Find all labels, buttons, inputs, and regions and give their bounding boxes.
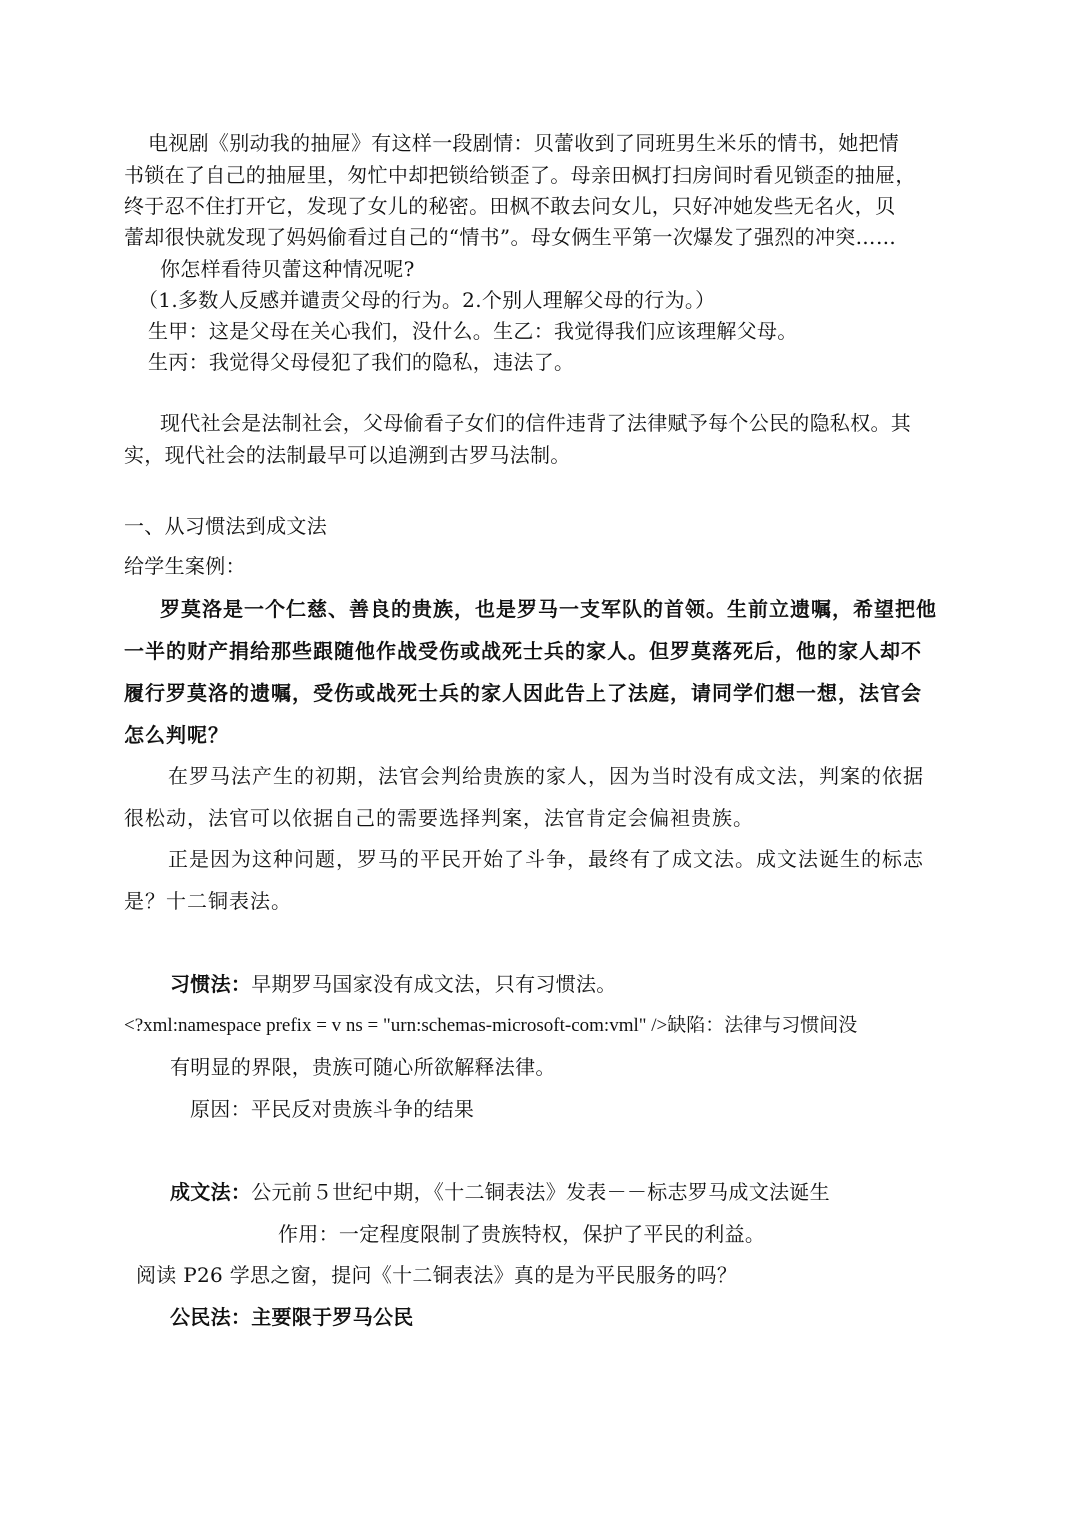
written-law-label: 成文法： (170, 1180, 252, 1204)
intro-line-3: 终于忍不住打开它，发现了女儿的秘密。田枫不敢去问女儿，只好冲她发些无名火，贝 (124, 194, 896, 218)
options-line: （1.多数人反感并谴责父母的行为。2.个别人理解父母的行为。） (138, 288, 716, 312)
customary-law-label: 习惯法： (170, 972, 252, 996)
answer2-line-1: 正是因为这种问题，罗马的平民开始了斗争，最终有了成文法。成文法诞生的标志 (168, 847, 924, 871)
citizen-law-line (170, 1304, 414, 1330)
case-line-4: 怎么判呢？ (124, 723, 229, 747)
intro-line-2: 书锁在了自己的抽屉里，匆忙中却把锁给锁歪了。母亲田枫打扫房间时看见锁歪的抽屉， (124, 163, 916, 187)
customary-law-line (170, 971, 617, 997)
customary-law-text: 早期罗马国家没有成文法，只有习惯法。 (251, 972, 617, 996)
reason-line: 原因：平民反对贵族斗争的结果 (190, 1097, 475, 1121)
citizen-law-text: 主要限于罗马公民 (251, 1305, 414, 1329)
written-law-line (170, 1179, 830, 1205)
intro-line-4: 蕾却很快就发现了妈妈偷看过自己的“情书”。母女俩生平第一次爆发了强烈的冲突…… (124, 225, 897, 249)
written-law-text: 公元前５世纪中期，《十二铜表法》发表－－标志罗马成文法诞生 (251, 1180, 830, 1204)
intro-line-1: 电视剧《别动我的抽屉》有这样一段剧情：贝蕾收到了同班男生米乐的情书，她把情 (148, 131, 900, 155)
defect-continuation: 有明显的界限，贵族可随心所欲解释法律。 (170, 1055, 556, 1079)
question-line: 你怎样看待贝蕾这种情况呢? (160, 257, 415, 281)
section-heading: 一、从习惯法到成文法 (124, 514, 327, 538)
answer1-line-1: 在罗马法产生的初期，法官会判给贵族的家人，因为当时没有成文法，判案的依据 (168, 764, 924, 788)
effect-line: 作用：一定程度限制了贵族特权，保护了平民的利益。 (278, 1222, 766, 1246)
citizen-law-label: 公民法： (170, 1305, 252, 1329)
case-label: 给学生案例： (124, 554, 246, 578)
student-ab-line: 生甲：这是父母在关心我们，没什么。生乙：我觉得我们应该理解父母。 (148, 319, 798, 343)
answer2-line-2: 是？十二铜表法。 (124, 889, 292, 913)
modern-society-line-1: 现代社会是法制社会，父母偷看子女们的信件违背了法律赋予每个公民的隐私权。其 (160, 411, 912, 435)
reading-line: 阅读 P26 学思之窗，提问《十二铜表法》真的是为平民服务的吗？ (136, 1263, 738, 1287)
case-line-2: 一半的财产捐给那些跟随他作战受伤或战死士兵的家人。但罗莫落死后，他的家人却不 (124, 639, 922, 663)
case-line-1: 罗莫洛是一个仁慈、善良的贵族，也是罗马一支军队的首领。生前立遗嘱，希望把他 (160, 597, 937, 621)
answer1-line-2: 很松动，法官可以依据自己的需要选择判案，法官肯定会偏袒贵族。 (124, 806, 754, 830)
xml-defect-line: <?xml:namespace prefix = v ns = "urn:schemas-microsoft-com:vml" />缺陷：法律与习惯间没 (124, 1015, 858, 1036)
modern-society-line-2: 实，现代社会的法制最早可以追溯到古罗马法制。 (124, 443, 571, 467)
student-c-line: 生丙：我觉得父母侵犯了我们的隐私，违法了。 (148, 350, 575, 374)
case-line-3: 履行罗莫洛的遗嘱，受伤或战死士兵的家人因此告上了法庭，请同学们想一想，法官会 (124, 681, 922, 705)
